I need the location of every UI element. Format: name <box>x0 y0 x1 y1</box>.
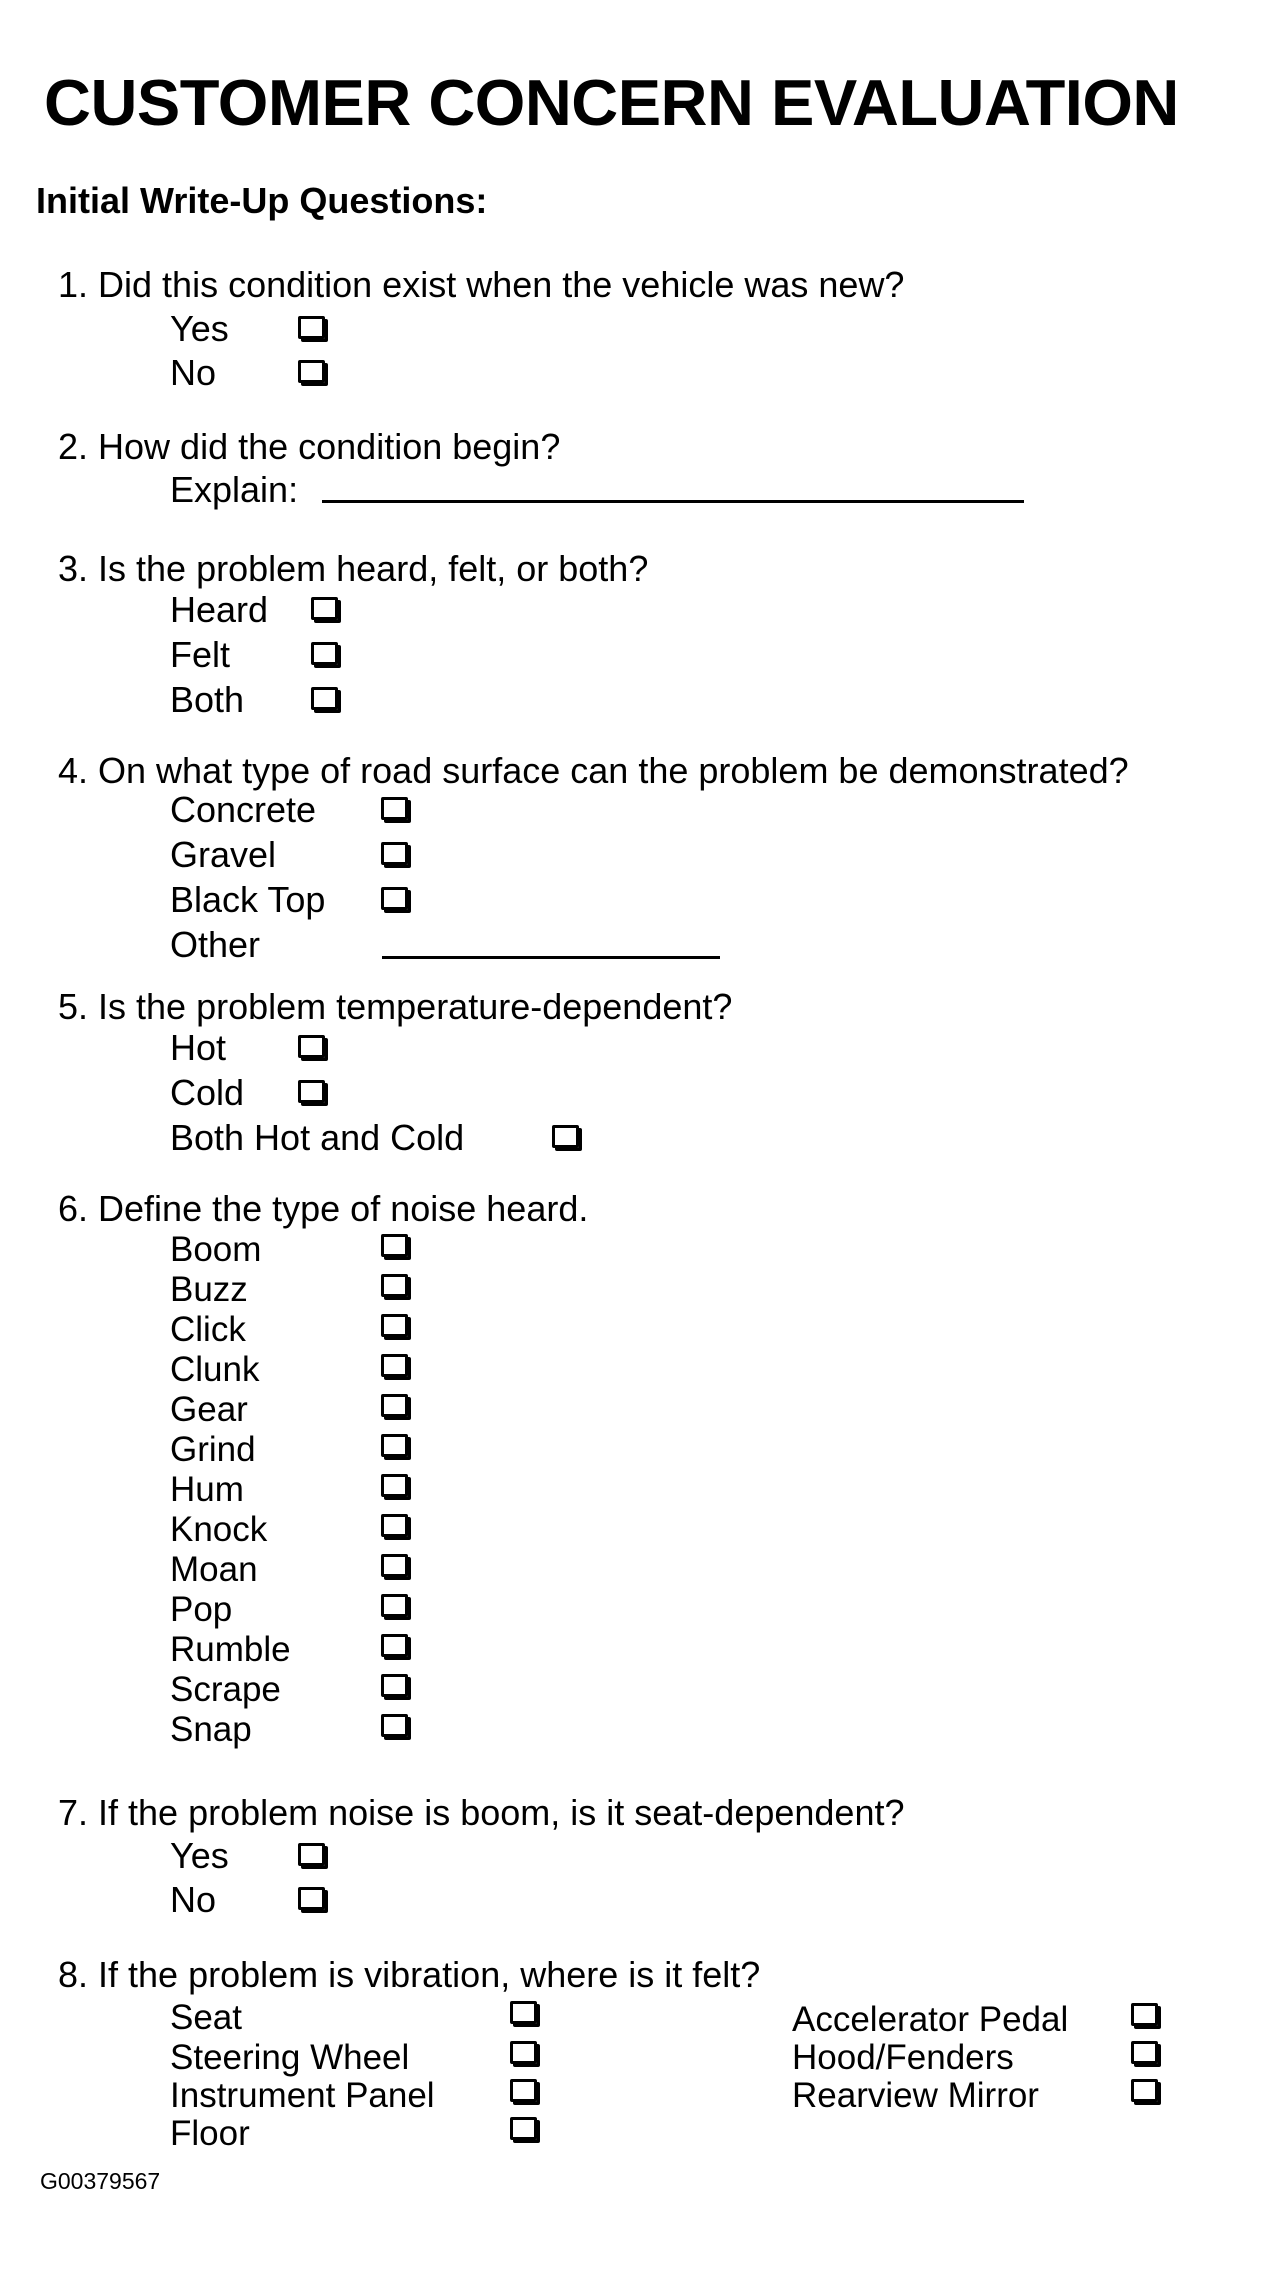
q6-click-checkbox[interactable] <box>381 1314 408 1337</box>
figure-id: G00379567 <box>40 2168 161 2194</box>
question-6: 6. Define the type of noise heard. <box>58 1188 589 1229</box>
q7-yes-checkbox[interactable] <box>298 1843 325 1866</box>
question-7: 7. If the problem noise is boom, is it seat-dependent? <box>58 1792 905 1833</box>
q3-heard-checkbox[interactable] <box>311 597 338 620</box>
q6-option-label: Click <box>170 1310 246 1349</box>
q1-option-label: No <box>170 352 217 393</box>
q5-cold-checkbox[interactable] <box>298 1080 325 1103</box>
q8-option-label: Accelerator Pedal <box>792 2000 1069 2039</box>
q1-yes-checkbox[interactable] <box>298 316 325 339</box>
q3-both-checkbox[interactable] <box>311 687 338 710</box>
q4-concrete-checkbox[interactable] <box>381 797 408 820</box>
q6-option-label: Boom <box>170 1230 262 1269</box>
q6-gear-checkbox[interactable] <box>381 1394 408 1417</box>
q5-hot-checkbox[interactable] <box>298 1035 325 1058</box>
q8-accelerator-pedal-checkbox[interactable] <box>1131 2003 1158 2026</box>
q7-option-label: No <box>170 1879 217 1920</box>
q4-option-label: Concrete <box>170 789 317 830</box>
q4-black-top-checkbox[interactable] <box>381 887 408 910</box>
q6-option-label: Scrape <box>170 1670 281 1709</box>
q8-option-label: Hood/Fenders <box>792 2038 1014 2077</box>
q6-clunk-checkbox[interactable] <box>381 1354 408 1377</box>
q6-buzz-checkbox[interactable] <box>381 1274 408 1297</box>
q6-option-label: Knock <box>170 1510 268 1549</box>
question-5: 5. Is the problem temperature-dependent? <box>58 986 733 1027</box>
q6-grind-checkbox[interactable] <box>381 1434 408 1457</box>
q4-other-field[interactable] <box>382 956 720 959</box>
q8-instrument-panel-checkbox[interactable] <box>510 2079 537 2102</box>
q4-gravel-checkbox[interactable] <box>381 842 408 865</box>
q6-hum-checkbox[interactable] <box>381 1474 408 1497</box>
question-4: 4. On what type of road surface can the problem be demonstrated? <box>58 750 1129 791</box>
q8-option-label: Rearview Mirror <box>792 2076 1039 2115</box>
q7-option-label: Yes <box>170 1835 229 1876</box>
q6-option-label: Grind <box>170 1430 256 1469</box>
q8-steering-wheel-checkbox[interactable] <box>510 2041 537 2064</box>
q8-seat-checkbox[interactable] <box>510 2001 537 2024</box>
q6-option-label: Buzz <box>170 1270 248 1309</box>
q6-rumble-checkbox[interactable] <box>381 1634 408 1657</box>
q1-no-checkbox[interactable] <box>298 360 325 383</box>
q6-snap-checkbox[interactable] <box>381 1714 408 1737</box>
q5-option-label: Cold <box>170 1072 245 1113</box>
q6-option-label: Clunk <box>170 1350 260 1389</box>
q6-option-label: Gear <box>170 1390 248 1429</box>
q8-option-label: Seat <box>170 1998 242 2037</box>
q6-option-label: Snap <box>170 1710 252 1749</box>
q6-option-label: Pop <box>170 1590 233 1629</box>
q8-rearview-mirror-checkbox[interactable] <box>1131 2079 1158 2102</box>
q6-scrape-checkbox[interactable] <box>381 1674 408 1697</box>
q6-option-label: Rumble <box>170 1630 291 1669</box>
q8-hood-fenders-checkbox[interactable] <box>1131 2041 1158 2064</box>
section-heading: Initial Write-Up Questions: <box>36 180 488 221</box>
q6-option-label: Moan <box>170 1550 258 1589</box>
question-2: 2. How did the condition begin? <box>58 426 561 467</box>
q3-option-label: Both <box>170 679 245 720</box>
q3-option-label: Heard <box>170 589 269 630</box>
q3-option-label: Felt <box>170 634 231 675</box>
q1-option-label: Yes <box>170 308 229 349</box>
q8-option-label: Steering Wheel <box>170 2038 410 2077</box>
q6-boom-checkbox[interactable] <box>381 1234 408 1257</box>
q3-felt-checkbox[interactable] <box>311 642 338 665</box>
q5-both-checkbox[interactable] <box>552 1125 579 1148</box>
question-3: 3. Is the problem heard, felt, or both? <box>58 548 649 589</box>
q8-option-label: Instrument Panel <box>170 2076 435 2115</box>
question-8: 8. If the problem is vibration, where is it felt? <box>58 1954 761 1995</box>
q4-option-label: Gravel <box>170 834 277 875</box>
q5-option-label: Both Hot and Cold <box>170 1117 465 1158</box>
page-title: CUSTOMER CONCERN EVALUATION <box>44 66 1179 139</box>
q6-option-label: Hum <box>170 1470 244 1509</box>
q8-option-label: Floor <box>170 2114 250 2153</box>
q4-other-label: Other <box>170 924 261 965</box>
q6-moan-checkbox[interactable] <box>381 1554 408 1577</box>
q6-pop-checkbox[interactable] <box>381 1594 408 1617</box>
question-1: 1. Did this condition exist when the vehicle was new? <box>58 264 905 305</box>
q2-explain-field[interactable] <box>322 500 1024 503</box>
q7-no-checkbox[interactable] <box>298 1887 325 1910</box>
q4-option-label: Black Top <box>170 879 326 920</box>
q6-knock-checkbox[interactable] <box>381 1514 408 1537</box>
q2-explain-label: Explain: <box>170 469 299 510</box>
q8-floor-checkbox[interactable] <box>510 2117 537 2140</box>
q5-option-label: Hot <box>170 1027 227 1068</box>
